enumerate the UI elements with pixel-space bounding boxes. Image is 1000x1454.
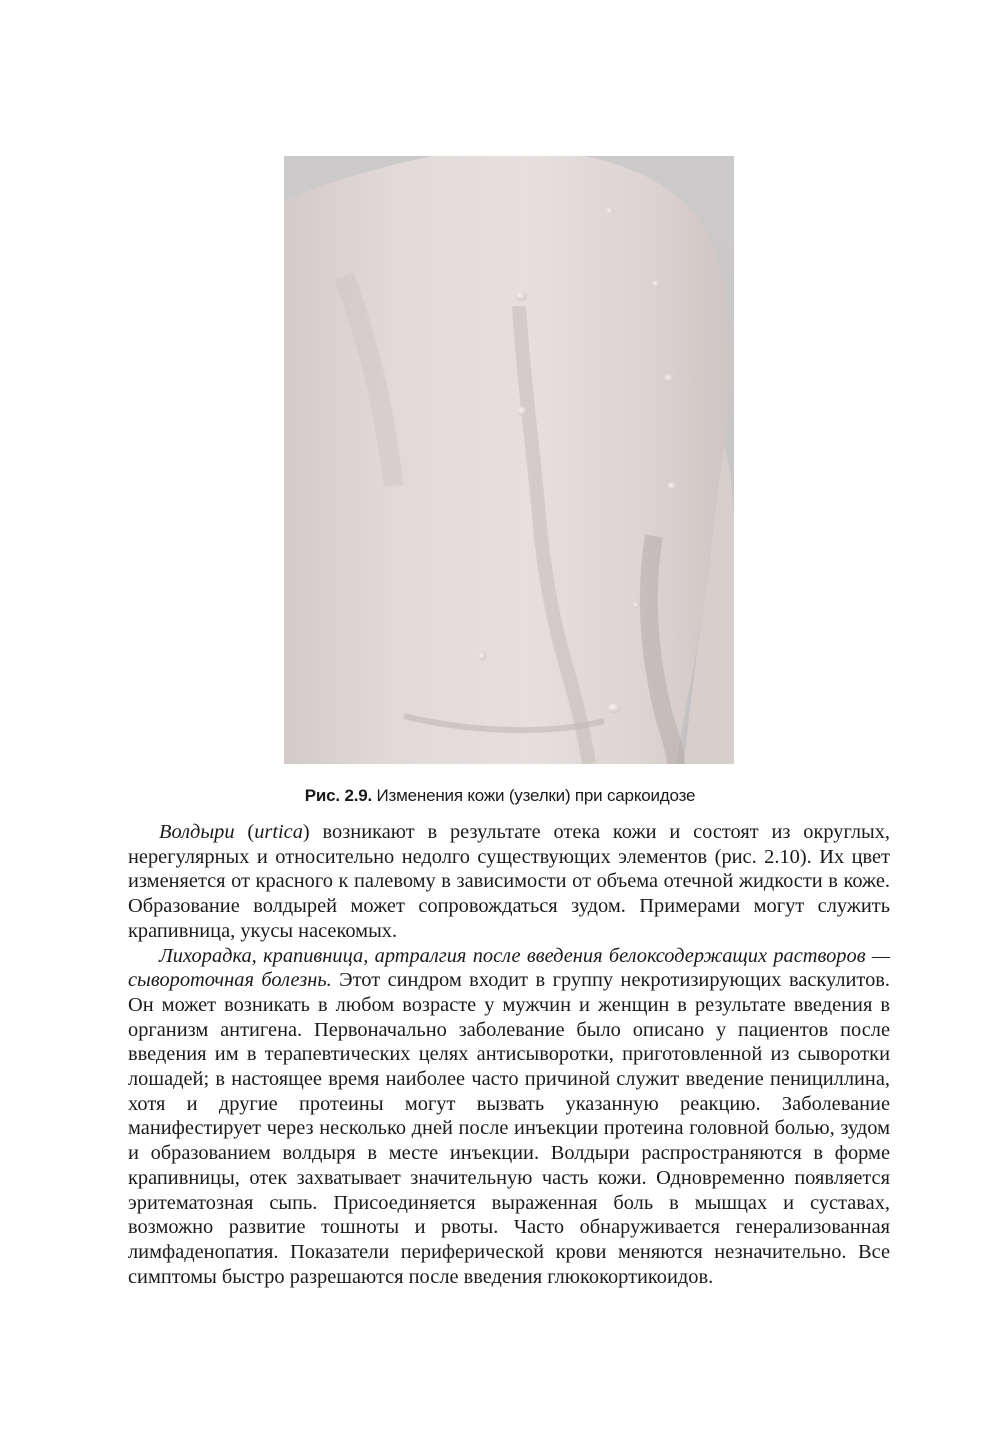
- nodule: [668, 482, 677, 490]
- figure-caption-text: Изменения кожи (узелки) при саркоидозе: [372, 786, 696, 805]
- nodule: [652, 281, 660, 288]
- paren-open: (: [234, 821, 255, 843]
- nodule: [633, 602, 640, 608]
- nodule: [664, 374, 674, 382]
- latin-term: urtica: [254, 821, 303, 843]
- figure-label: Рис. 2.9.: [304, 786, 373, 805]
- term-urtica: Волдыри: [159, 821, 235, 843]
- figure-caption: [0, 786, 1000, 806]
- back-photo-illustration: [284, 156, 734, 764]
- paragraph-serum-sickness-body: Этот синдром входит в группу некротизирующих васкулитов. Он может возникать в любом возрасте у мужчин и женщин в результате введения в организм антигена. Первоначально заболевание было описано у пациентов после введения им в терапевтических целях антисыворотки, приготовленной из сыворотки лошадей; в настоящее время наиболее часто причиной служит введение пенициллина, хотя и другие протеины могут вызвать указанную реакцию. Заболевание манифестирует через несколько дней после инъекции протеина головной болью, зудом и образованием волдыря в месте инъекции. Волдыри распространяются в форме крапивницы, отек захватывает значительную часть кожи. Одновременно появляется эритематозная сыпь. Присоединяется выраженная боль в мышцах и суставах, возможно развитие тошноты и рвоты. Часто обнаруживается генерализованная лимфаденопатия. Показатели периферической крови меняются незначительно. Все симптомы быстро разрешаются после введения глюкокортикоидов.: [128, 969, 890, 1288]
- paragraph-serum-sickness: [128, 944, 890, 1290]
- term-serum-sickness: Лихорадка, крапивница, артралгия после введения белоксодержащих растворов — сывороточная болезнь.: [128, 944, 890, 992]
- nodule: [606, 208, 614, 215]
- paragraph-urtica-body: ) возникают в результате отека кожи и состоят из округлых, нерегулярных и относительно недолго существующих элементов (рис. 2.10). Их цвет изменяется от красного к палевому в зависимости от объема отечной жидкости в коже. Образование волдырей может сопровождаться зудом. Примерами могут служить крапивница, укусы насекомых.: [128, 821, 890, 942]
- nodule: [515, 291, 527, 301]
- paragraph-urtica: [128, 820, 890, 944]
- figure-photo: [284, 156, 734, 764]
- nodule: [478, 652, 487, 660]
- nodule: [607, 703, 621, 713]
- nodule: [517, 407, 527, 416]
- body-text: [128, 820, 890, 1289]
